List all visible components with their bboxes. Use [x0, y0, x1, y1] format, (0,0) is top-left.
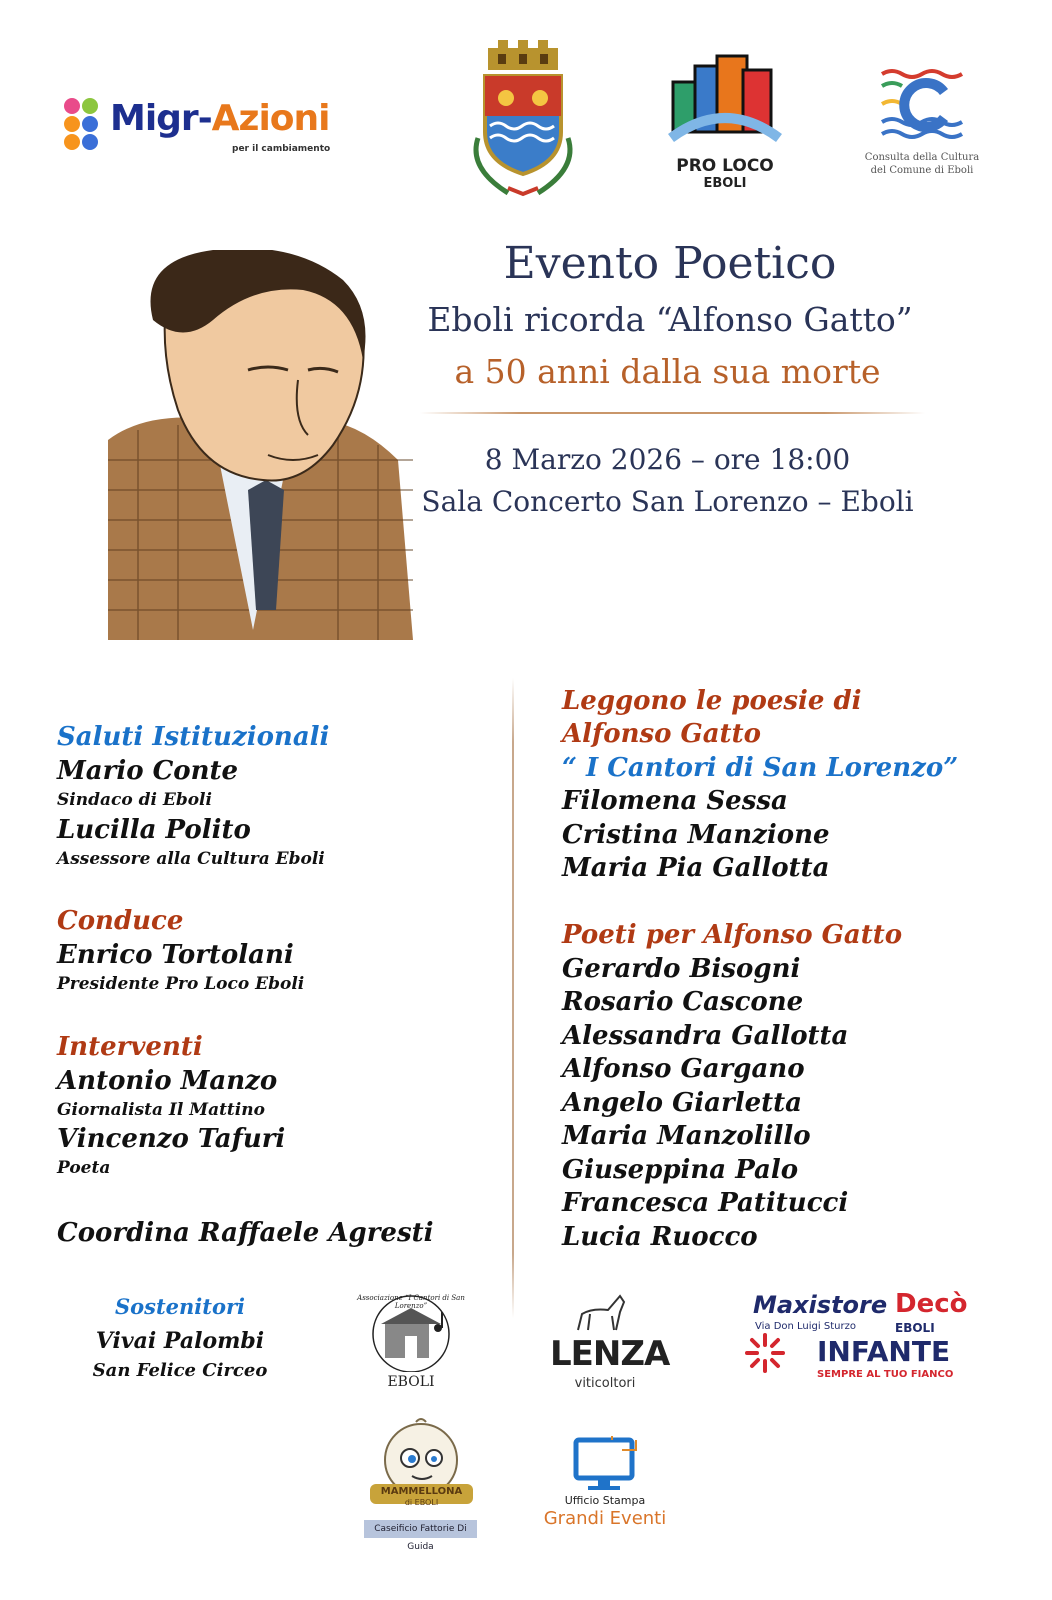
horse-icon	[550, 1292, 660, 1334]
poet-name: Gerardo Bisogni	[562, 954, 801, 984]
eboli-coat-of-arms-icon	[458, 38, 588, 203]
poet-name: Alessandra Gallotta	[562, 1021, 849, 1051]
poet-name: Lucia Ruocco	[562, 1222, 758, 1252]
poet-name: Maria Manzolillo	[562, 1121, 811, 1151]
mammellona-caption: Caseificio Fattorie Di Guida	[364, 1520, 477, 1538]
poet-name: Giuseppina Palo	[562, 1155, 799, 1185]
migrazioni-tagline: per il cambiamento	[232, 144, 331, 154]
lenza-sub: viticoltori	[574, 1376, 636, 1391]
lenza-logo	[550, 1292, 670, 1392]
speaker-role: Sindaco di Eboli	[57, 790, 212, 810]
migrazioni-logo	[62, 92, 352, 162]
infante-wordmark: INFANTE	[817, 1335, 951, 1368]
leggono-heading-2: Alfonso Gatto	[562, 719, 761, 749]
maxistore-city: EBOLI	[895, 1321, 935, 1335]
leggono-heading: Leggono le poesie di	[562, 686, 862, 716]
maxistore-address: Via Don Luigi Sturzo	[755, 1321, 856, 1332]
speaker-role: Presidente Pro Loco Eboli	[57, 974, 305, 994]
speaker-name: Vincenzo Tafuri	[57, 1124, 286, 1154]
ufficio-stampa-logo	[540, 1436, 670, 1536]
lenza-name: LENZA	[550, 1334, 670, 1374]
mammellona-city: di EBOLI	[404, 1498, 439, 1507]
conduce-heading: Conduce	[57, 906, 184, 936]
event-tagline: a 50 anni dalla sua morte	[454, 352, 881, 391]
poet-name: Alfonso Gargano	[562, 1054, 805, 1084]
sponsors-heading: Sostenitori	[114, 1294, 246, 1319]
event-date: 8 Marzo 2026 – ore 18:00	[484, 443, 851, 476]
mammellona-name: MAMMELLONA	[380, 1486, 463, 1497]
column-divider	[512, 678, 514, 1318]
reader-name: Filomena Sessa	[562, 786, 788, 816]
speaker-role: Giornalista Il Mattino	[57, 1100, 265, 1120]
poet-name: Angelo Giarletta	[562, 1088, 802, 1118]
poet-name: Francesca Patitucci	[562, 1188, 849, 1218]
infante-slogan: SEMPRE AL TUO FIANCO	[817, 1369, 954, 1380]
reader-name: Maria Pia Gallotta	[562, 853, 830, 883]
grandi-eventi-label: Grandi Eventi	[543, 1508, 667, 1529]
speaker-role: Poeta	[57, 1158, 111, 1178]
proloco-label: PRO LOCO	[676, 156, 774, 176]
speaker-name: Antonio Manzo	[57, 1066, 278, 1096]
monitor-icon	[572, 1436, 642, 1492]
event-subtitle: Eboli ricorda “Alfonso Gatto”	[427, 300, 913, 339]
proloco-buildings-icon	[665, 52, 785, 152]
maxistore-infante-logo	[745, 1285, 968, 1385]
migrazioni-wordmark: Migr-Azioni	[110, 98, 330, 139]
cantori-city: EBOLI	[387, 1374, 435, 1390]
consulta-caption: Consulta della Cultura del Comune di Eboli	[864, 152, 980, 176]
deco-badge: Decò	[895, 1289, 968, 1319]
event-title: Evento Poetico	[503, 238, 837, 289]
event-venue: Sala Concerto San Lorenzo – Eboli	[421, 485, 914, 518]
consulta-c-icon	[860, 64, 984, 148]
proloco-eboli-logo	[665, 52, 785, 192]
cantori-arc-text: Associazione “I Cantori di San Lorenzo”	[357, 1294, 465, 1310]
interventi-heading: Interventi	[57, 1032, 203, 1062]
mammellona-logo	[364, 1418, 479, 1552]
group-name: “ I Cantori di San Lorenzo”	[562, 753, 959, 783]
sponsor-place: San Felice Circeo	[92, 1360, 268, 1381]
speaker-name: Enrico Tortolani	[57, 940, 294, 970]
saluti-heading: Saluti Istituzionali	[57, 722, 330, 752]
speaker-role: Assessore alla Cultura Eboli	[57, 849, 325, 869]
ufficio-label: Ufficio Stampa	[564, 1494, 646, 1507]
reader-name: Cristina Manzione	[562, 820, 830, 850]
starburst-icon	[745, 1333, 785, 1373]
header-divider	[420, 412, 925, 414]
proloco-city: EBOLI	[703, 176, 747, 191]
maxistore-wordmark: Maxistore	[753, 1291, 888, 1319]
consulta-cultura-logo	[860, 64, 984, 184]
cantori-logo	[355, 1292, 467, 1392]
coordina-line: Coordina Raffaele Agresti	[57, 1218, 434, 1248]
sponsor-name: Vivai Palombi	[95, 1328, 265, 1354]
speaker-name: Lucilla Polito	[57, 815, 251, 845]
alfonso-gatto-portrait	[108, 250, 413, 640]
poeti-heading: Poeti per Alfonso Gatto	[562, 920, 903, 950]
speaker-name: Mario Conte	[57, 756, 239, 786]
poet-name: Rosario Cascone	[562, 987, 804, 1017]
